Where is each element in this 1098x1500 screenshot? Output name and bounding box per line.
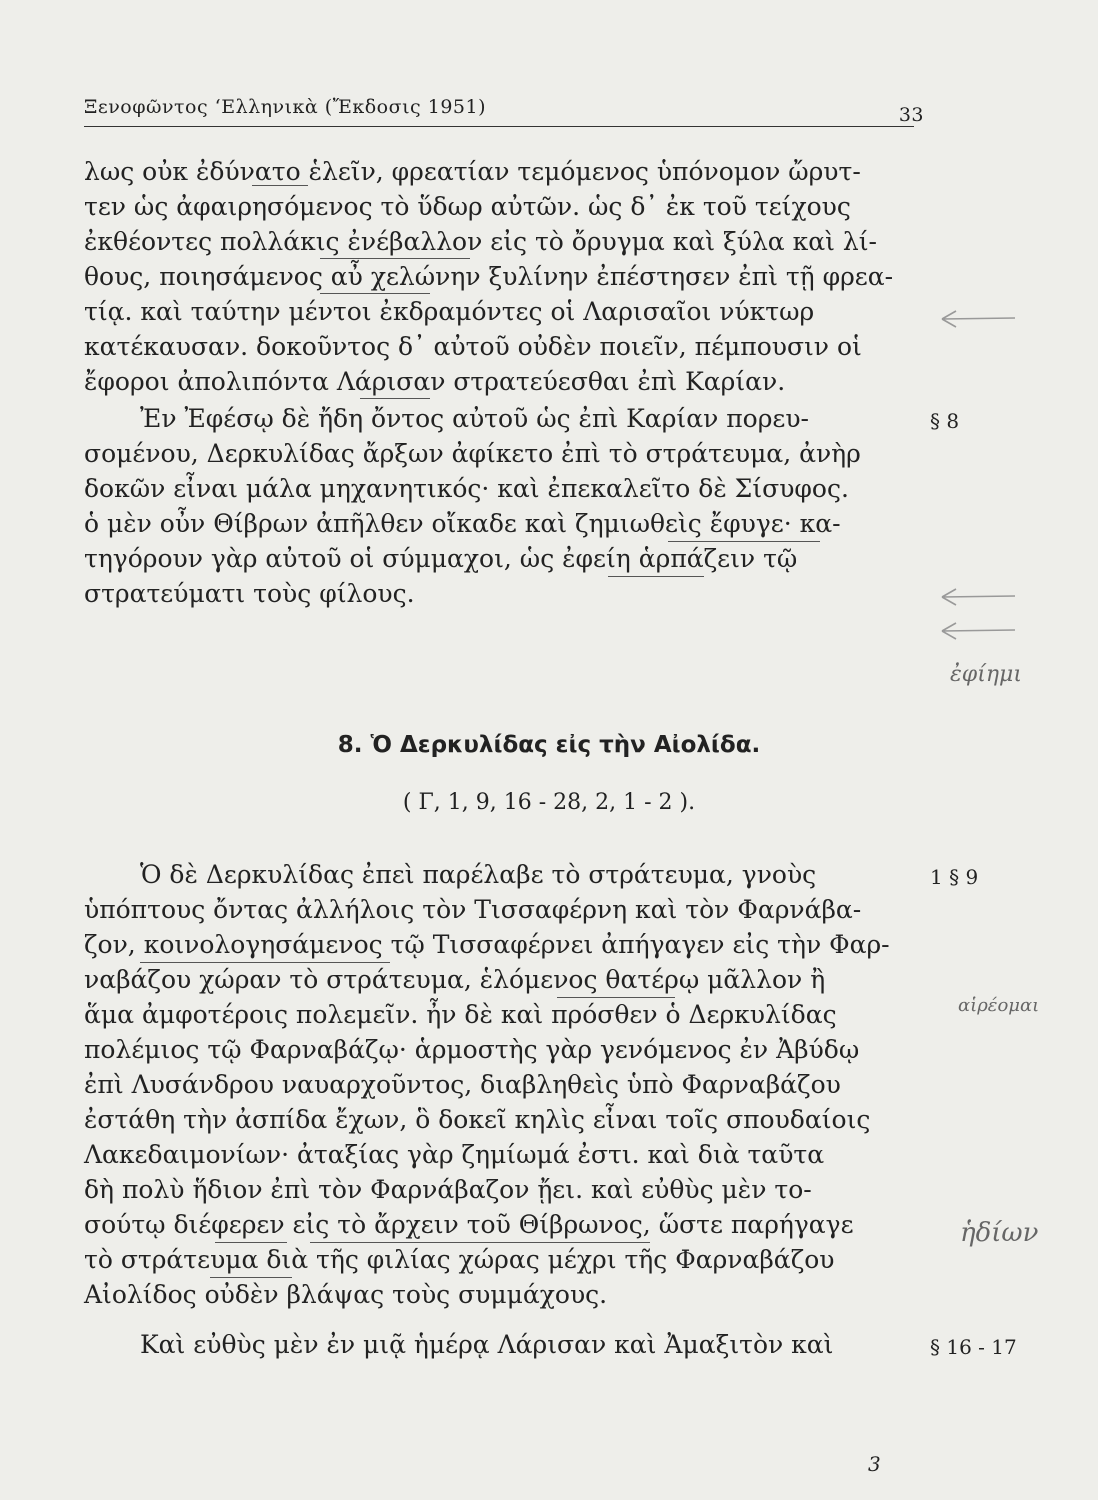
- text-line: τὸ στράτευμα διὰ τῆς φιλίας χώρας μέχρι τῆς Φαρναβάζου: [84, 1245, 835, 1274]
- text-line: σούτῳ διέφερεν εἰς τὸ ἄρχειν τοῦ Θίβρωνος, ὥστε παρήγαγε: [84, 1210, 854, 1239]
- text-line: Ἐν Ἐφέσῳ δὲ ἤδη ὄντος αὐτοῦ ὡς ἐπὶ Καρίαν πορευ-: [140, 404, 809, 433]
- pencil-underline: [252, 185, 308, 186]
- text-line: ἐστάθη τὴν ἀσπίδα ἔχων, ὃ δοκεῖ κηλὶς εἶναι τοῖς σπουδαίοις: [84, 1105, 871, 1134]
- text-line: Αἰολίδος οὐδὲν βλάψας τοὺς συμμάχους.: [84, 1280, 608, 1309]
- text-line: ὁ μὲν οὖν Θίβρων ἀπῆλθεν οἴκαδε καὶ ζημιωθεὶς ἔφυγε· κα-: [84, 509, 841, 538]
- text-line: σομένου, Δερκυλίδας ἄρξων ἀφίκετο ἐπὶ τὸ στράτευμα, ἀνὴρ: [84, 439, 861, 468]
- page-number: 33: [898, 104, 924, 126]
- text-line: κατέκαυσαν. δοκοῦντος δ᾽ αὐτοῦ οὐδὲν ποιεῖν, πέμπουσιν οἱ: [84, 332, 862, 361]
- running-head: [84, 96, 924, 126]
- text-line: πολέμιος τῷ Φαρναβάζῳ· ἁρμοστὴς γὰρ γενόμενος ἐν Ἀβύδῳ: [84, 1035, 860, 1064]
- margin-section-ref: 1 § 9: [930, 865, 979, 889]
- pencil-underline: [608, 576, 704, 577]
- text-line: τεν ὡς ἀφαιρησόμενος τὸ ὕδωρ αὐτῶν. ὡς δ᾽ ἐκ τοῦ τείχους: [84, 192, 851, 221]
- text-line: τίᾳ. καὶ ταύτην μέντοι ἐκδραμόντες οἱ Λαρισαῖοι νύκτωρ: [84, 297, 815, 326]
- pencil-underline: [310, 1242, 650, 1243]
- pencil-arrow-icon: [940, 620, 1020, 642]
- pencil-underline: [668, 541, 820, 542]
- section-reference: ( Γ, 1, 9, 16 - 28, 2, 1 - 2 ).: [402, 790, 696, 815]
- text-line: ἅμα ἀμφοτέροις πολεμεῖν. ἦν δὲ καὶ πρόσθεν ὁ Δερκυλίδας: [84, 1000, 837, 1029]
- text-line: ὑπόπτους ὄντας ἀλλήλοις τὸν Τισσαφέρνη καὶ τὸν Φαρνάβα-: [84, 895, 862, 924]
- pencil-underline: [360, 398, 430, 399]
- pencil-underline: [557, 997, 675, 998]
- header-rule: [84, 126, 914, 127]
- text-line: ἐπὶ Λυσάνδρου ναυαρχοῦντος, διαβληθεὶς ὑπὸ Φαρναβάζου: [84, 1070, 841, 1099]
- pencil-underline: [215, 1242, 287, 1243]
- pencil-underline: [320, 293, 430, 294]
- text-line: λως οὐκ ἐδύνατο ἑλεῖν, φρεατίαν τεμόμενος ὑπόνομον ὤρυτ-: [84, 157, 861, 186]
- section-heading: 8. Ὁ Δερκυλίδας εἰς τὴν Αἰολίδα.: [337, 732, 761, 758]
- handwritten-note: ἡδίων: [960, 1218, 1039, 1248]
- text-line: τηγόρουν γὰρ αὐτοῦ οἱ σύμμαχοι, ὡς ἐφείη ἁρπάζειν τῷ: [84, 544, 798, 573]
- text-line: Λακεδαιμονίων· ἀταξίας γὰρ ζημίωμά ἐστι. καὶ διὰ ταῦτα: [84, 1140, 825, 1169]
- pencil-underline: [140, 962, 390, 963]
- pencil-underline: [210, 1277, 292, 1278]
- margin-section-ref: § 16 - 17: [930, 1335, 1017, 1359]
- text-line: ἔφοροι ἀπολιπόντα Λάρισαν στρατεύεσθαι ἐπὶ Καρίαν.: [84, 367, 786, 396]
- pencil-arrow-icon: [940, 308, 1020, 330]
- pencil-underline: [320, 258, 470, 259]
- text-line: Ὁ δὲ Δερκυλίδας ἐπεὶ παρέλαβε τὸ στράτευμα, γνοὺς: [140, 860, 817, 889]
- text-line: δοκῶν εἶναι μάλα μηχανητικός· καὶ ἐπεκαλεῖτο δὲ Σίσυφος.: [84, 474, 849, 503]
- text-line: ἐκθέοντες πολλάκις ἐνέβαλλον εἰς τὸ ὄρυγμα καὶ ξύλα καὶ λί-: [84, 227, 877, 256]
- running-title: Ξενοφῶντος ‘Ελληνικὰ (Ἔκδοσις 1951): [84, 96, 486, 118]
- text-line: ζον, κοινολογησάμενος τῷ Τισσαφέρνει ἀπήγαγεν εἰς τὴν Φαρ-: [84, 930, 890, 959]
- handwritten-note: αἱρέομαι: [958, 995, 1040, 1016]
- text-line: ναβάζου χώραν τὸ στράτευμα, ἑλόμενος θατέρῳ μᾶλλον ἢ: [84, 965, 826, 994]
- text-line: θους, ποιησάμενος αὖ χελώνην ξυλίνην ἐπέστησεν ἐπὶ τῇ φρεα-: [84, 262, 894, 291]
- pencil-arrow-icon: [940, 586, 1020, 608]
- text-line: Καὶ εὐθὺς μὲν ἐν μιᾷ ἡμέρᾳ Λάρισαν καὶ Ἀμαξιτὸν καὶ: [140, 1330, 834, 1359]
- text-line: δὴ πολὺ ἥδιον ἐπὶ τὸν Φαρνάβαζον ᾔει. καὶ εὐθὺς μὲν το-: [84, 1175, 812, 1204]
- text-line: στρατεύματι τοὺς φίλους.: [84, 579, 415, 608]
- signature-mark: 3: [868, 1452, 881, 1476]
- margin-section-ref: § 8: [930, 409, 960, 433]
- handwritten-note: ἐφίημι: [950, 662, 1022, 687]
